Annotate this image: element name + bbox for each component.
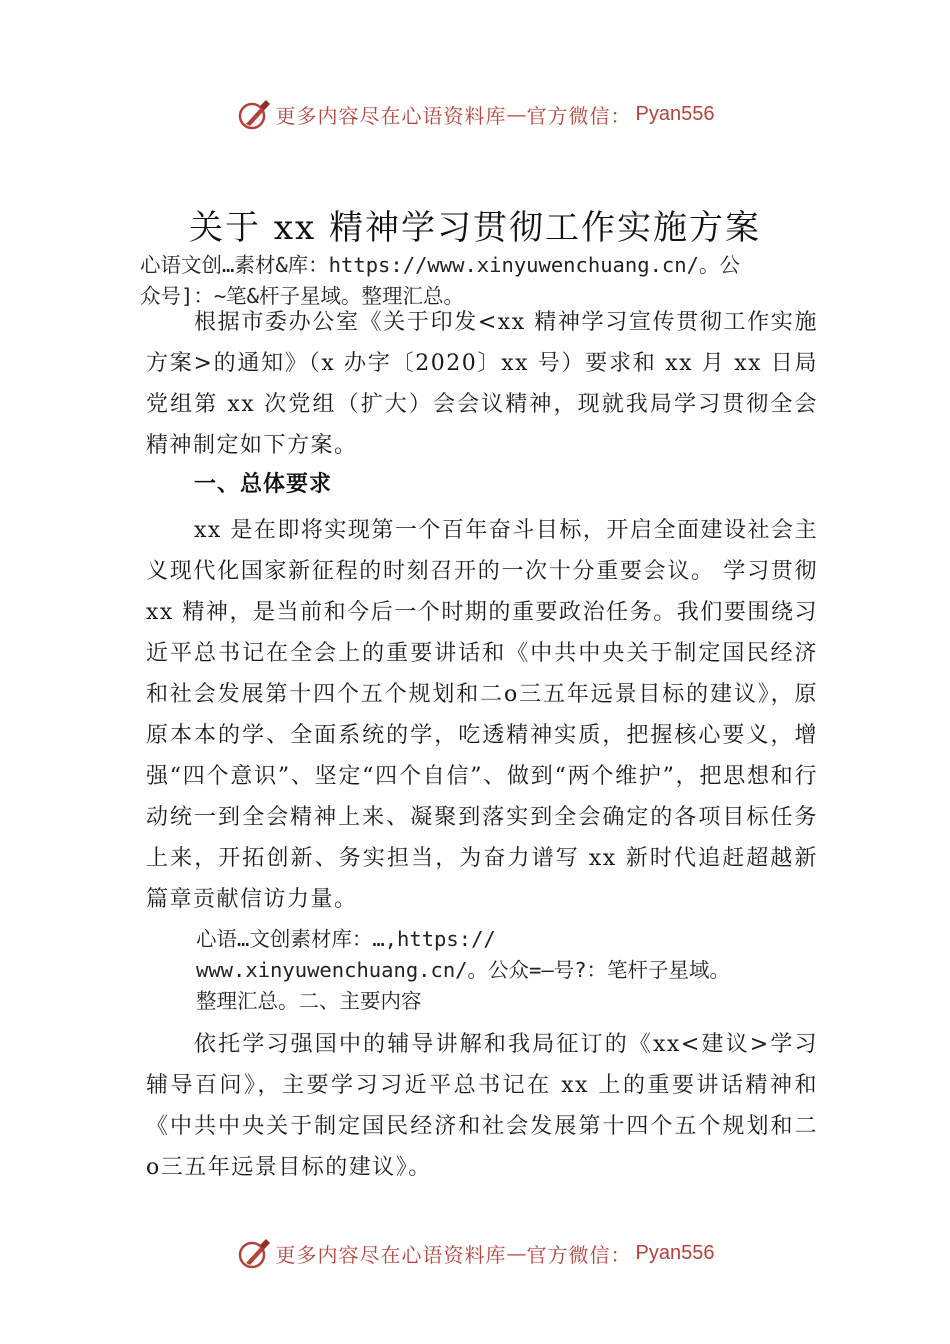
footer-wechat-label: 官方微信： xyxy=(526,1242,632,1267)
paragraph-general-requirements: xx 是在即将实现第一个百年奋斗目标，开启全面建设社会主义现代化国家新征程的时刻召开的一次十分重要会议。 学习贯彻 xx 精神，是当前和今后一个时期的重要政治任务。我们要围绕习近平总书记在全会上的重要讲话和《中共中央关于制定国民经济和社会发展第十四个五个规划和二o三五年远景目标的建议》，原原本本的学、全面系统的学，吃透精神实质，把握核心要义，增强“四个意识”、坚定“四个自信”、做到“两个维护”，把思想和行动统一到全会精神上来、凝聚到落实到全会确定的各项目标任务上来，开拓创新、务实担当，为奋力谱写 xx 新时代追赶超越新篇章贡献信访力量。 xyxy=(146,518,818,912)
section-heading-1: 一、总体要求 xyxy=(194,472,333,497)
source-note-2 xyxy=(196,924,896,1017)
banner-slogan: 更多内容尽在心语资料库 xyxy=(275,103,507,128)
document-title: 关于 xx 精神学习贯彻工作实施方案 xyxy=(189,208,761,248)
footer-separator: — xyxy=(506,1241,527,1265)
footer-slogan: 更多内容尽在心语资料库 xyxy=(275,1242,507,1267)
source-note-2-line-3: 整理汇总。二、主要内容 xyxy=(196,989,422,1013)
header-banner xyxy=(0,94,950,134)
source-note-2-line-2: www.xinyuwenchuang.cn/。公众=—号?：笔杆子星域。 xyxy=(196,958,731,982)
footer-banner xyxy=(0,1233,950,1273)
paragraph-intro: 根据市委办公室《关于印发<xx 精神学习宣传贯彻工作实施方案>的通知》（x 办字〔2020〕xx 号）要求和 xx 月 xx 日局党组第 xx 次党组（扩大）会会议精神，现就我局学习贯彻全会精神制定如下方案。 xyxy=(146,310,818,458)
footer-account: Pyan556 xyxy=(635,1241,715,1264)
banner-wechat-label: 官方微信： xyxy=(526,103,632,128)
source-note-1-line-2: 众号]：~笔&杆子星域。整理汇总。 xyxy=(140,284,465,308)
quill-logo-icon xyxy=(236,96,272,132)
source-note-2-line-1: 心语…文创素材库：…,https:// xyxy=(196,927,496,951)
banner-separator: — xyxy=(506,102,527,126)
paragraph-main-content: 依托学习强国中的辅导讲解和我局征订的《xx<建议>学习辅导百问》，主要学习习近平总书记在 xx 上的重要讲话精神和《中共中央关于制定国民经济和社会发展第十四个五个规划和二o三五年远景目标的建议》。 xyxy=(146,1032,818,1180)
source-note-1-line-1: 心语文创…素材&库：https://www.xinyuwenchuang.cn/。公 xyxy=(140,253,740,277)
banner-account: Pyan556 xyxy=(635,102,715,125)
quill-logo-icon xyxy=(236,1235,272,1271)
